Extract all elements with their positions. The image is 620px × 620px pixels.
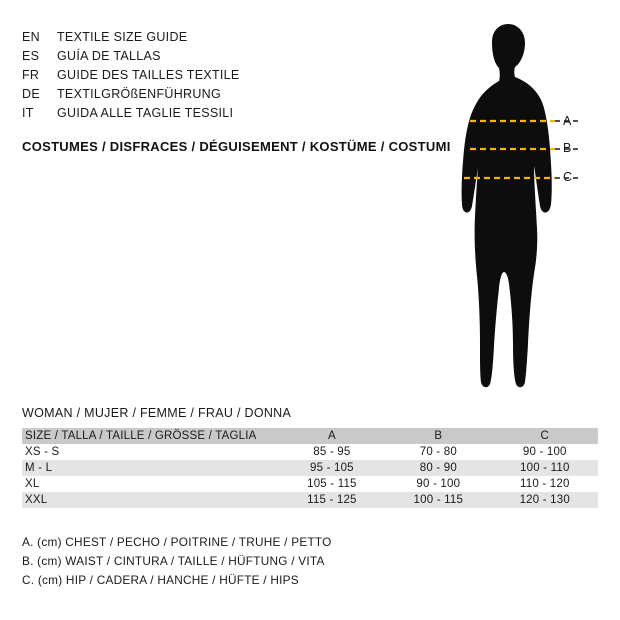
cell-size: M - L xyxy=(22,460,279,476)
language-text-en: TEXTILE SIZE GUIDE xyxy=(57,30,188,44)
language-row-it xyxy=(22,106,442,125)
table-header xyxy=(22,428,598,444)
language-code-de: DE xyxy=(22,87,40,101)
table-row xyxy=(22,492,598,508)
cell-a: 115 - 125 xyxy=(279,492,385,508)
size-table xyxy=(22,428,598,508)
cell-b: 70 - 80 xyxy=(385,444,491,460)
cell-c: 120 - 130 xyxy=(492,492,598,508)
cell-a: 85 - 95 xyxy=(279,444,385,460)
column-header-b: B xyxy=(385,428,491,444)
costumes-subtitle: COSTUMES / DISFRACES / DÉGUISEMENT / KOSTÜME / COSTUMI xyxy=(22,139,451,154)
cell-b: 90 - 100 xyxy=(385,476,491,492)
measurement-legend xyxy=(22,533,332,590)
language-text-de: TEXTILGRÖßENFÜHRUNG xyxy=(57,87,222,101)
language-row-es xyxy=(22,49,442,68)
legend-row-b: B. (cm) WAIST / CINTURA / TAILLE / HÜFTUNG / VITA xyxy=(22,554,325,568)
language-code-fr: FR xyxy=(22,68,40,82)
female-silhouette-figure xyxy=(430,22,600,392)
cell-c: 110 - 120 xyxy=(492,476,598,492)
table-title: WOMAN / MUJER / FEMME / FRAU / DONNA xyxy=(22,406,292,420)
measure-label-a: A xyxy=(563,114,572,128)
language-row-de xyxy=(22,87,442,106)
table-header-row xyxy=(22,428,598,444)
language-code-it: IT xyxy=(22,106,34,120)
column-header-size: SIZE / TALLA / TAILLE / GRÖSSE / TAGLIA xyxy=(22,428,279,444)
cell-a: 95 - 105 xyxy=(279,460,385,476)
cell-a: 105 - 115 xyxy=(279,476,385,492)
table-row xyxy=(22,460,598,476)
legend-row-a: A. (cm) CHEST / PECHO / POITRINE / TRUHE / PETTO xyxy=(22,535,332,549)
column-header-c: C xyxy=(492,428,598,444)
language-text-es: GUÍA DE TALLAS xyxy=(57,49,161,63)
language-code-en: EN xyxy=(22,30,40,44)
language-text-fr: GUIDE DES TAILLES TEXTILE xyxy=(57,68,240,82)
cell-size: XS - S xyxy=(22,444,279,460)
cell-size: XL xyxy=(22,476,279,492)
cell-c: 90 - 100 xyxy=(492,444,598,460)
measurement-lines xyxy=(430,22,600,392)
language-row-en xyxy=(22,30,442,49)
legend-row-c: C. (cm) HIP / CADERA / HANCHE / HÜFTE / HIPS xyxy=(22,573,299,587)
measure-label-b: B xyxy=(563,141,572,155)
measure-label-c: C xyxy=(563,170,573,184)
language-row-fr xyxy=(22,68,442,87)
table-row xyxy=(22,444,598,460)
cell-b: 100 - 115 xyxy=(385,492,491,508)
cell-c: 100 - 110 xyxy=(492,460,598,476)
cell-size: XXL xyxy=(22,492,279,508)
language-text-it: GUIDA ALLE TAGLIE TESSILI xyxy=(57,106,234,120)
cell-b: 80 - 90 xyxy=(385,460,491,476)
table-body xyxy=(22,444,598,508)
table-row xyxy=(22,476,598,492)
column-header-a: A xyxy=(279,428,385,444)
language-list xyxy=(22,30,442,125)
language-code-es: ES xyxy=(22,49,40,63)
